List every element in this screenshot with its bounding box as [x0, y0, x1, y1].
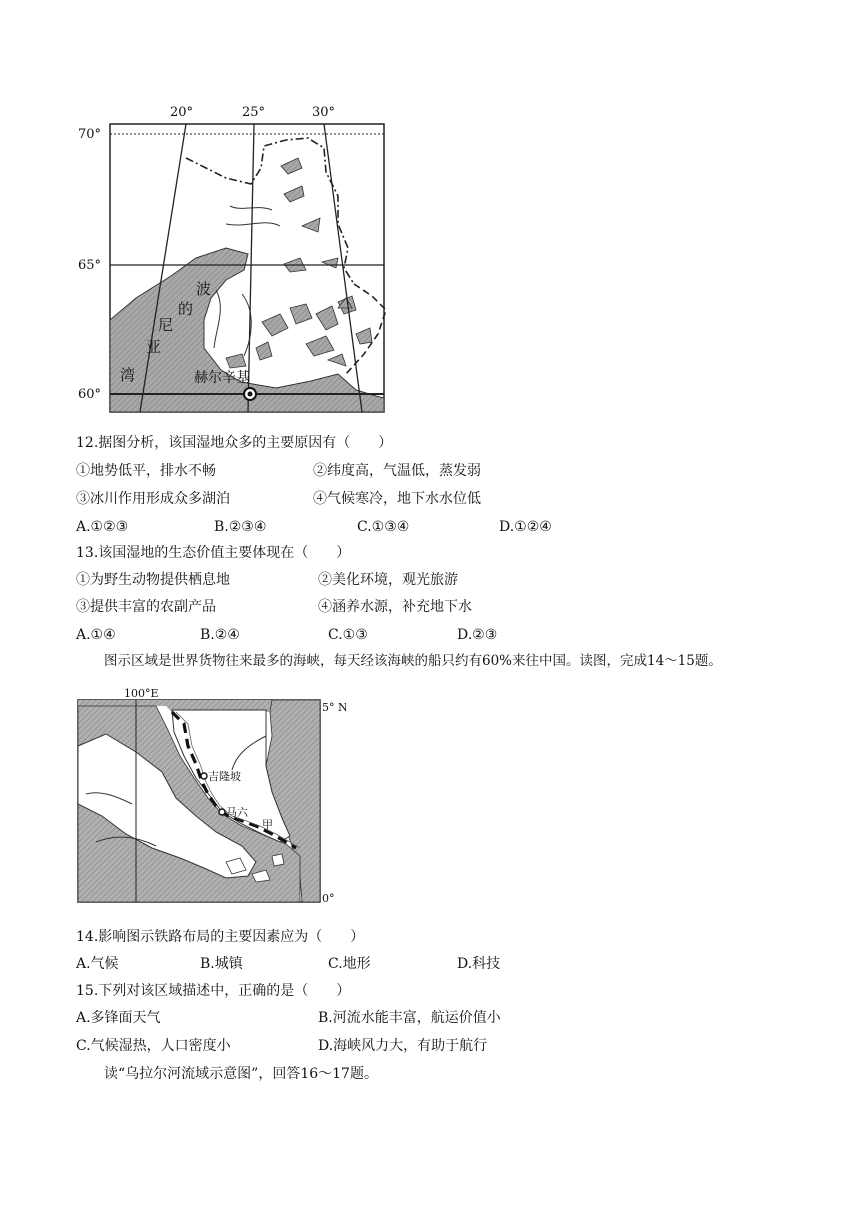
kuala-lumpur-marker — [201, 773, 207, 779]
lat-label: 65° — [78, 258, 102, 273]
lat-label: 60° — [78, 387, 102, 402]
gulf-label: 湾 — [120, 366, 136, 384]
city-label: 甲 — [262, 818, 273, 831]
finland-map — [76, 98, 394, 416]
lon-label: 20° — [170, 105, 194, 120]
question-12-stem: 12.据图分析，该国湿地众多的主要原因有（ ） — [76, 435, 393, 451]
q13-statement-3: ③提供丰富的农副产品 — [76, 599, 216, 615]
q12-choice-b[interactable]: B.②③④ — [214, 519, 267, 535]
gulf-label: 波 — [196, 280, 212, 298]
malacca-map — [76, 686, 346, 908]
q14-choice-b[interactable]: B.城镇 — [200, 956, 243, 972]
q13-statement-1: ①为野生动物提供栖息地 — [76, 572, 230, 588]
q15-choice-a[interactable]: A.多锋面天气 — [76, 1010, 161, 1026]
lat-label: 5° N — [322, 701, 346, 714]
q13-statement-2: ②美化环境，观光旅游 — [318, 572, 458, 588]
q13-statement-4: ④涵养水源，补充地下水 — [318, 599, 472, 615]
q15-choice-d[interactable]: D.海峡风力大，有助于航行 — [318, 1038, 488, 1054]
q14-choice-c[interactable]: C.地形 — [328, 956, 371, 972]
lon-label: 100°E — [124, 687, 159, 700]
q13-choice-a[interactable]: A.①④ — [76, 627, 116, 643]
intro-14-15: 图示区域是世界货物往来最多的海峡，每天经该海峡的船只约有60%来往中国。读图，完成14～15题。 — [104, 653, 722, 669]
q12-choice-a[interactable]: A.①②③ — [76, 519, 129, 535]
q15-choice-b[interactable]: B.河流水能丰富，航运价值小 — [318, 1010, 501, 1026]
question-14-stem: 14.影响图示铁路布局的主要因素应为（ ） — [76, 929, 365, 945]
lat-label: 0° — [322, 892, 335, 905]
intro-16-17: 读“乌拉尔河流域示意图”，回答16～17题。 — [104, 1066, 378, 1082]
lon-label: 25° — [242, 105, 266, 120]
lon-label: 30° — [312, 105, 336, 120]
lat-label: 70° — [78, 127, 102, 142]
q13-choice-c[interactable]: C.①③ — [328, 627, 368, 643]
q14-choice-d[interactable]: D.科技 — [457, 956, 501, 972]
q13-choice-d[interactable]: D.②③ — [457, 627, 498, 643]
gulf-label: 尼 — [158, 316, 174, 334]
q12-statement-4: ④气候寒冷，地下水水位低 — [313, 491, 481, 507]
q12-choice-c[interactable]: C.①③④ — [357, 519, 410, 535]
q12-statement-1: ①地势低平，排水不畅 — [76, 463, 216, 479]
q15-choice-c[interactable]: C.气候湿热，人口密度小 — [76, 1038, 231, 1054]
city-label: 马六 — [226, 806, 248, 819]
q12-choice-d[interactable]: D.①②④ — [499, 519, 552, 535]
city-label: 吉隆坡 — [208, 770, 241, 783]
malacca-marker — [219, 809, 225, 815]
gulf-label: 亚 — [146, 338, 162, 356]
city-label: 赫尔辛基 — [194, 370, 250, 386]
q12-statement-3: ③冰川作用形成众多湖泊 — [76, 491, 230, 507]
question-15-stem: 15.下列对该区域描述中，正确的是（ ） — [76, 983, 351, 999]
q14-choice-a[interactable]: A.气候 — [76, 956, 119, 972]
q13-choice-b[interactable]: B.②④ — [200, 627, 240, 643]
question-13-stem: 13.该国湿地的生态价值主要体现在（ ） — [76, 545, 351, 561]
q12-statement-2: ②纬度高，气温低，蒸发弱 — [313, 463, 481, 479]
gulf-label: 的 — [178, 300, 194, 318]
